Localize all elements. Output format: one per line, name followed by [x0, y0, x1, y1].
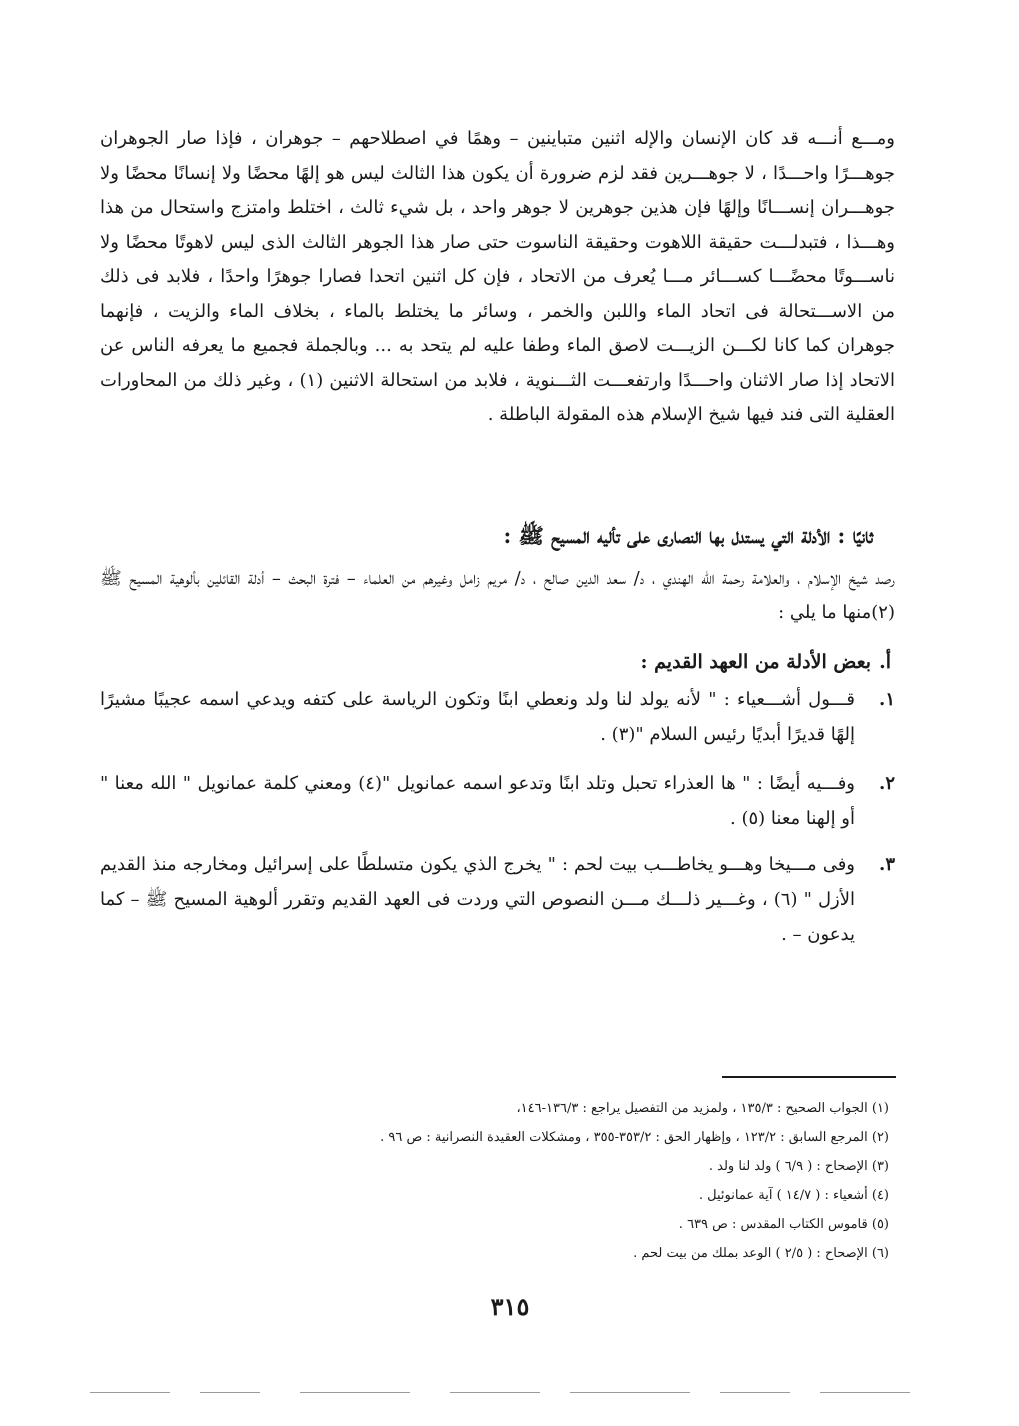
body-paragraph: ومـــع أنـــه قد كان الإنسان والإله اثنين متباينين – وهمًا في اصطلاحهم – جوهران ، فإذا صار الجوهران جوهـــرًا واحـــدًا ، لا جوهـــرين فقد لزم ضرورة أن يكون هذا الثالث ليس هو إلهًا محضًا ولا إنسانًا محضًا ولا جوهـــران إنســـانًا وإلهًا فإن هذين جوهرين لا جوهر واحد ، بل شيء ثالث ، اختلط وامتزج واستحال من هذا وهـــذا ، فتبدلـــت حقيقة اللاهوت وحقيقة الناسوت حتى صار هذا الجوهر الثالث الذى ليس لاهوتًا محضًا ولا ناســـوتًا محضًـــا كســـائر مـــا يُعرف من الاتحاد ، فإن كل اثنين اتحدا فصارا جوهرًا واحدًا ، فلابد فى ذلك من الاســـتحالة فى اتحاد الماء واللبن والخمر ، وسائر ما يختلط بالماء ، بخلاف الماء والزيت ، فإنهما جوهران كما كانا لكـــن الزيـــت لاصق الماء وطفا عليه لم يتحد به ... وبالجملة فجميع ما يعرفه الناس عن الاتحاد إذا صار الاثنان واحـــدًا وارتفعـــت الثـــنوية ، فلابد من استحالة الاثنين (١) ، وغير ذلك من المحاورات العقلية التى فند فيها شيخ الإسلام هذه المقولة الباطلة .	[100, 128, 896, 425]
footnotes	[89, 1094, 889, 1268]
list-item-text: قـــول أشـــعياء : " لأنه يولد لنا ولد ونعطي ابنًا وتكون الرياسة على كتفه ويدعي اسمه عجيبًا مشيرًا إلهًا قديرًا أبديًا رئيس السلام "(٣) .	[100, 689, 855, 745]
footnote: (٢) المرجع السابق : ١٢٣/٢ ، وإظهار الحق : ٣٥٣/٢-٣٥٥ ، ومشكلات العقيدة النصرانية : ص ٩٦ .	[380, 1130, 889, 1145]
footnote: (٤) أشعياء : ( ١٤/٧ ) آية عمانوئيل .	[698, 1188, 889, 1203]
scan-edge-marks	[0, 1392, 1019, 1396]
footnote: (١) الجواب الصحيح : ١٣٥/٣ ، ولمزيد من التفصيل يراجع : ١٣٦/٣-١٤٦،	[516, 1101, 889, 1116]
footnote: (٣) الإصحاح : ( ٦/٩ ) ولد لنا ولد .	[708, 1159, 889, 1174]
list-item	[100, 847, 895, 952]
list-item-text: وفـــيه أيضًا : " ها العذراء تحبل وتلد ابنًا وتدعو اسمه عمانويل "(٤) ومعني كلمة عمانويل " الله معنا " أو إلهنا معنا (٥) .	[100, 773, 855, 829]
subsection-marker: أ.	[879, 651, 891, 673]
list-item	[100, 682, 895, 752]
section-heading: ثانيًا : الأدلة التي يستدل بها النصارى على تأليه المسيح ﷺ :	[503, 523, 873, 548]
footnote: (٦) الإصحاح : ( ٢/٥ ) الوعد بملك من بيت لحم .	[633, 1246, 889, 1261]
subsection-heading	[191, 644, 891, 680]
section-intro: رصد شيخ الإسلام ، والعلامة رحمة الله الهندي ، د/ سعد الدين صالح ، د/ مريم زامل وغيرهم من العلماء – فترة البحث – أدلة القائلين بألوهية المسيح ﷺ (٢)منها ما يلي :	[100, 568, 895, 623]
footnote-divider	[722, 1076, 896, 1078]
list-item-number: ٢.	[879, 773, 895, 794]
list-item-text: وفى مـــيخا وهـــو يخاطـــب بيت لحم : " يخرج الذي يكون متسلطًا على إسرائيل ومخارجه منذ القديم الأزل " (٦) ، وغـــير ذلـــك مـــن النصوص التي وردت فى العهد القديم وتقرر ألوهية المسيح ﷺ – كما يدعون – .	[100, 854, 855, 945]
page-number: ٣١٥	[490, 1292, 530, 1321]
footnote: (٥) قاموس الكتاب المقدس : ص ٦٣٩ .	[678, 1217, 889, 1232]
list-item	[100, 766, 895, 836]
list-item-number: ١.	[879, 689, 895, 710]
list-item-number: ٣.	[879, 854, 895, 875]
subsection-title: بعض الأدلة من العهد القديم :	[640, 651, 872, 673]
